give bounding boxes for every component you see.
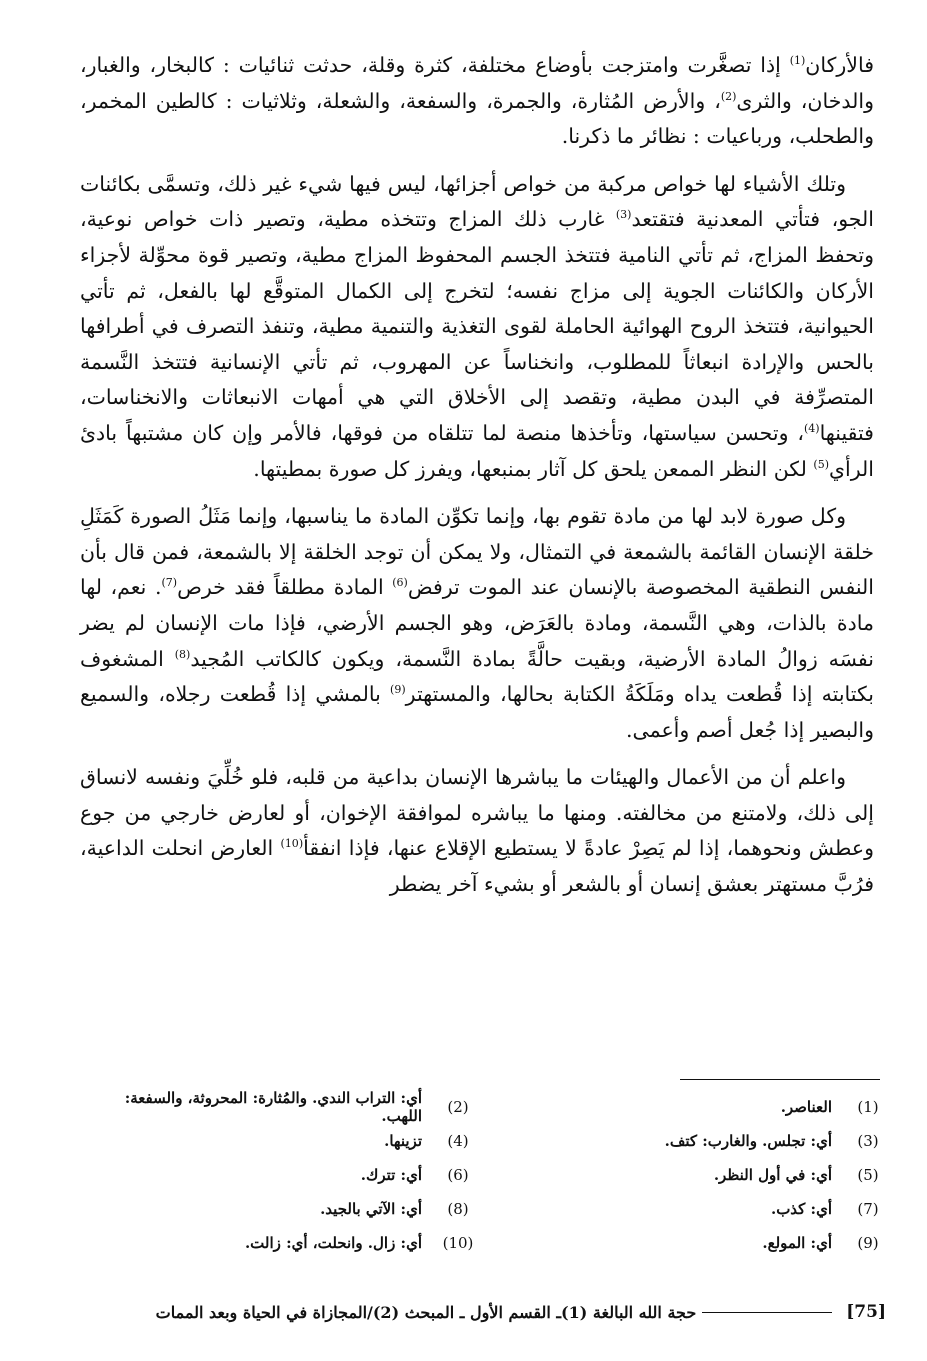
footnote-marker: (5) — [813, 457, 829, 471]
footnote-number: (5) — [857, 1166, 879, 1184]
paragraph — [80, 499, 874, 748]
footnote-number: (8) — [447, 1200, 469, 1218]
footnote-text: أي: الآتي بالجيد. — [320, 1200, 422, 1218]
footnote-item — [90, 1089, 480, 1125]
footnote-text: أي: المولع. — [762, 1234, 832, 1252]
footnote-marker: (4) — [803, 422, 820, 436]
footnote-text: أي: كذب. — [770, 1200, 832, 1218]
footnote-marker: (9) — [390, 683, 406, 697]
footnote-item — [90, 1194, 480, 1224]
main-text — [80, 48, 874, 915]
page-number: [75] — [846, 1302, 886, 1322]
footnote-item — [90, 1160, 480, 1190]
footnote-number: (3) — [857, 1132, 879, 1150]
paragraph-text: إذا تصغَّرت وامتزجت بأوضاع مختلفة، كثرة وقلة، حدثت ثنائيات : كالبخار، والغبار، والدخان، والثرى — [80, 53, 874, 113]
paragraph-text: وكل صورة لابد لها من مادة تقوم بها، وإنما تكوِّن المادة ما يناسبها، وإنما مَثَلُ الصورة كَمَثَلِ خلقة الإنسان القائمة بالشمعة في التمثال، ولا يمكن أن توجد الخلقة إلا بالشمعة، فمن قال بأن النفس النطقية المخصوصة بالإنسان عند الموت ترفض — [80, 504, 874, 600]
paragraph-text: المادة مطلقاً فقد خرص — [177, 575, 393, 600]
footnote-text: أي: تجلس. والغارب: كتف. — [664, 1132, 832, 1150]
footnote-number: (1) — [857, 1098, 879, 1116]
footnote-marker: (3) — [615, 208, 632, 222]
paragraph-text: ، وتحسن سياستها، وتأخذها منصة لما تتلقاه من فوقها، فالأمر وإن كان مشتبهاً بادئ الرأي — [80, 420, 874, 481]
paragraph — [80, 760, 874, 902]
footnote-marker: (1) — [789, 54, 806, 68]
paragraph-text: واعلم أن من الأعمال والهيئات ما يباشرها الإنسان بداعية من قلبه، فلو خُلِّيَ ونفسه لانساق إلى ذلك، ولامتنع من مخالفته. ومنها ما يباشره لموافقة الإخوان، أو لعارض خارجي من جوع وعطش ونحوهما، إذا لم يَصِرْ عادةً لا يستطيع الإقلاع عنها، فإذا انفقأ — [80, 765, 874, 861]
footnote-item — [500, 1194, 890, 1224]
paragraph-text: غارب ذلك المزاج وتتخذه مطية، وتصير ذات خواص نوعية، وتحفظ المزاج، ثم تأتي النامية فتتخذ الجسم المحفوظ المزاج مطية، وتصير قوة محوِّلة لأجزاء الأركان والكائنات الجوية إلى مزاج نفسه؛ لتخرج إلى الكمال المتوقَّع لها بالفعل، ثم تأتي الحيوانية، فتتخذ الروح الهوائية الحاملة لقوى التغذية والتنمية مطية، وتنفذ التصرف في أطرافها بالحس والإرادة انبعاثاً للمطلوب، وانخناساً عن المهروب، ثم تأتي الإنسانية فتتخذ النَّسمة المتصرِّفة في البدن مطية، وتقصد إلى الأخلاق التي هي أمهات الانبعاثات والانخناسات، فتقينها — [80, 207, 874, 445]
footnote-item — [500, 1092, 890, 1122]
footnote-number: (7) — [857, 1200, 879, 1218]
footnotes — [90, 1089, 890, 1258]
page-footer — [86, 1297, 886, 1327]
footnote-text: أي: تترك. — [360, 1166, 422, 1184]
footnote-text: العناصر. — [780, 1098, 832, 1116]
footnote-marker: (10) — [280, 837, 304, 851]
footnote-marker: (6) — [392, 576, 408, 590]
paragraph-text: لكن النظر الممعن يلحق كل آثار بمنبعها، ويفرز كل صورة بمطيتها. — [253, 456, 814, 481]
footnote-number: (4) — [447, 1132, 469, 1150]
paragraph-text: ، والأرض المُثارة، والجمرة، والسفعة، والشعلة، وثلاثيات : كالطين المخمر، والطحلب، ورباعيات : نظائر ما ذكرنا. — [80, 88, 874, 149]
paragraph-text: فالأركان — [805, 53, 874, 77]
paragraph-text: وتلك الأشياء لها خواص مركبة من خواص أجزائها، ليس فيها شيء غير ذلك، وتسمَّى بكائنات الجو، فتأتي المعدنية فتقتعد — [80, 171, 874, 232]
footnote-item — [90, 1228, 480, 1258]
footnote-number: (2) — [447, 1098, 469, 1116]
footnote-marker: (2) — [720, 89, 737, 103]
footnote-divider — [680, 1079, 880, 1080]
paragraph-text: بالمشي إذا قُطعت رجلاه، والسميع والبصير إذا جُعل أصم وأعمى. — [80, 682, 874, 742]
footnote-text: تزينها. — [384, 1132, 422, 1150]
paragraph-text: العارض انحلت الداعية، فرُبَّ مستهتر بعشق إنسان أو بالشعر أو بشيء آخر يضطر — [80, 836, 874, 897]
footnote-text: أي: التراب الندي. والمُثارة: المحروثة، والسفعة: اللهب. — [124, 1089, 422, 1125]
paragraph-text: . نعم، لها مادة بالذات، وهي النَّسمة، ومادة بالعَرَض، وهو الجسم الأرضي، فإذا مات الإنسان لم يضر نفسَه زوالُ المادة الأرضية، وبقيت حالَّةً بمادة النَّسمة، ويكون كالكاتب المُجيد — [80, 575, 874, 671]
footnote-number: (9) — [857, 1234, 879, 1252]
footnote-marker: (7) — [161, 576, 178, 590]
footnote-item — [90, 1126, 480, 1156]
paragraph — [80, 48, 874, 155]
footnote-number: (10) — [442, 1234, 474, 1252]
footnote-item — [500, 1228, 890, 1258]
paragraph — [80, 167, 874, 487]
footnote-text: أي: في أول النظر. — [713, 1166, 832, 1184]
footnote-marker: (8) — [174, 647, 191, 661]
footnote-item — [500, 1160, 890, 1190]
footnote-item — [500, 1126, 890, 1156]
footnote-number: (6) — [447, 1166, 469, 1184]
paragraph-text: المشغوف بكتابته إذا قُطعت يداه ومَلَكَةُ الكتابة بحالها، والمستهتر — [80, 646, 874, 707]
footnote-text: أي: زال. وانحلت، أي: زالت. — [244, 1234, 422, 1252]
running-title: حجة الله البالغة (1)ـ القسم الأول ـ المبحث (2)/المجازاة في الحياة وبعد الممات — [155, 1302, 697, 1322]
footer-dash — [702, 1312, 832, 1313]
